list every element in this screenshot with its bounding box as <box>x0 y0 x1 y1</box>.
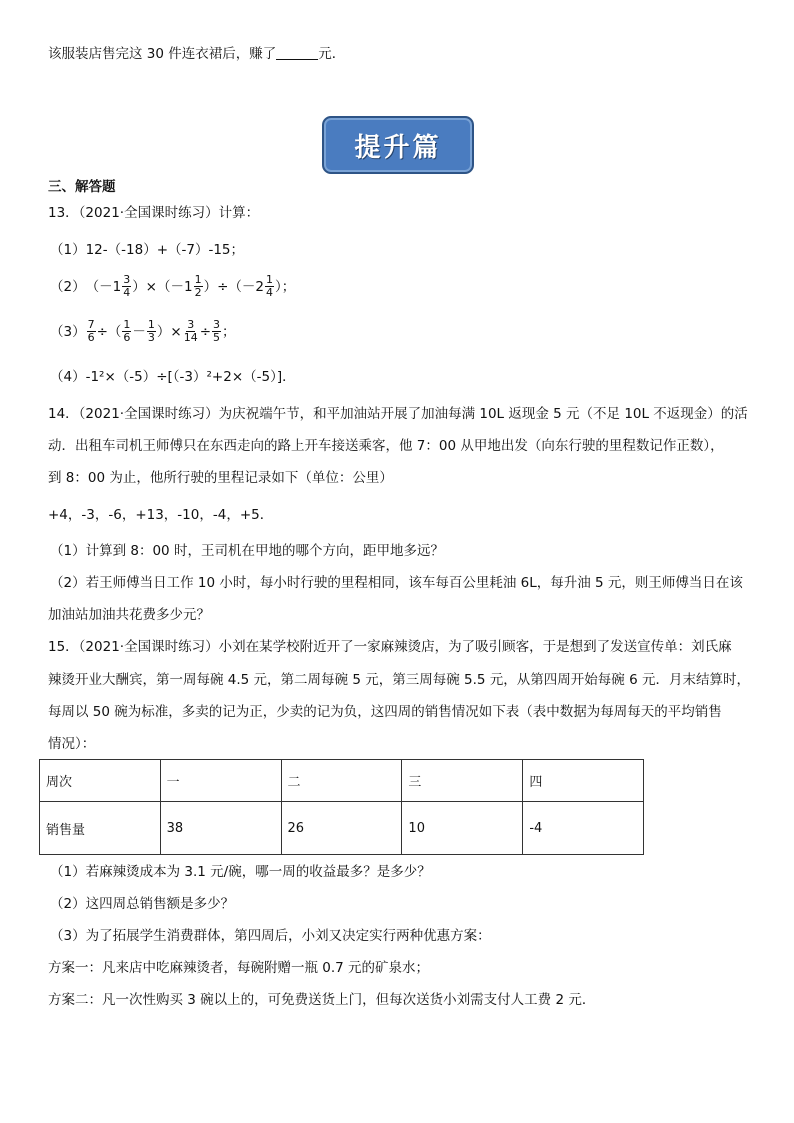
numerator: 1 <box>194 273 202 286</box>
q13-part3 <box>50 319 236 344</box>
denominator: 4 <box>266 286 273 299</box>
sales-table <box>39 759 644 855</box>
math-text: ）； <box>275 278 296 295</box>
denominator: 6 <box>87 331 95 344</box>
fraction <box>265 274 274 299</box>
table-header-row <box>40 760 644 802</box>
math-text: ）×（－1 <box>132 278 193 295</box>
table-cell: 销售量 <box>40 802 161 855</box>
denominator: 3 <box>147 331 155 344</box>
math-text: （－1 <box>85 278 122 295</box>
numerator: 1 <box>266 273 273 286</box>
q15-sub3: （3）为了拓展学生消费群体，第四周后，小刘又决定实行两种优惠方案： <box>50 928 491 944</box>
numerator: 1 <box>123 318 131 331</box>
table-cell: 三 <box>402 760 523 802</box>
q14-sub2-line1: （2）若王师傅当日工作 10 小时，每小时行驶的里程相同，该车每百公里耗油 6L，每升油 5 元，则王师傅当日在该 <box>50 575 743 591</box>
fraction <box>212 319 221 344</box>
denominator: 6 <box>123 331 131 344</box>
denominator: 14 <box>183 331 198 344</box>
table-row <box>40 802 644 855</box>
math-text: ）÷（－2 <box>203 278 264 295</box>
table-cell: 一 <box>160 760 281 802</box>
table-cell: 二 <box>281 760 402 802</box>
q15-line2: 辣烫开业大酬宾，第一周每碗 4.5 元，第二周每碗 5 元，第三周每碗 5.5 元，从第四周开始每碗 6 元．月末结算时， <box>48 672 750 688</box>
numerator: 3 <box>123 273 131 286</box>
section-heading: 三、解答题 <box>48 179 116 195</box>
denominator: 4 <box>123 286 131 299</box>
q15-plan1: 方案一：凡来店中吃麻辣烫者，每碗附赠一瓶 0.7 元的矿泉水； <box>48 960 430 976</box>
table-cell: -4 <box>523 802 644 855</box>
numerator: 3 <box>187 318 195 331</box>
table-cell: 26 <box>281 802 402 855</box>
q14-line2: 动．出租车司机王师傅只在东西走向的路上开车接送乘客，他 7：00 从甲地出发（向东行驶的里程数记作正数）， <box>48 438 724 454</box>
answer-blank[interactable] <box>276 45 318 60</box>
q12-answer-line <box>48 44 345 64</box>
fraction <box>147 319 156 344</box>
q12-text: 该服装店售完这 30 件连衣裙后，赚了 <box>48 46 277 62</box>
part-label: （3） <box>50 323 86 340</box>
denominator: 2 <box>194 286 202 299</box>
q14-sub1: （1）计算到 8：00 时，王司机在甲地的哪个方向，距甲地多远？ <box>50 543 444 559</box>
denominator: 5 <box>213 331 221 344</box>
q14-line3: 到 8：00 为止，他所行驶的里程记录如下（单位：公里） <box>48 470 393 486</box>
q13-part2 <box>50 274 295 299</box>
q15-line1: 15．（2021·全国课时练习）小刘在某学校附近开了一家麻辣烫店，为了吸引顾客，于是想到了发送宣传单：刘氏麻 <box>48 639 732 655</box>
q15-plan2: 方案二：凡一次性购买 3 碗以上的，可免费送货上门，但每次送货小刘需支付人工费 2 元． <box>48 992 596 1008</box>
q13-title: 13．（2021·全国课时练习）计算： <box>48 205 260 221</box>
fraction <box>122 274 131 299</box>
numerator: 3 <box>213 318 221 331</box>
q15-sub2: （2）这四周总销售额是多少？ <box>50 896 235 912</box>
q15-sub1: （1）若麻辣烫成本为 3.1 元/碗，哪一周的收益最多？是多少？ <box>50 864 431 880</box>
q15-line4: 情况）： <box>48 736 96 752</box>
q14-line1: 14．（2021·全国课时练习）为庆祝端午节，和平加油站开展了加油每满 10L 返现金 5 元（不足 10L 不返现金）的活 <box>48 406 748 422</box>
q13-part4: （4）-1²×（-5）÷[（-3）²+2×（-5）]． <box>50 369 296 385</box>
fraction <box>183 319 199 344</box>
fraction <box>87 319 96 344</box>
section-banner <box>322 116 474 174</box>
part-label: （2） <box>50 278 86 295</box>
math-text: ）× <box>156 323 182 340</box>
q14-mileage-record: +4，-3，-6，+13，-10，-4，+5． <box>48 507 274 523</box>
q15-line3: 每周以 50 碗为标准，多卖的记为正，少卖的记为负，这四周的销售情况如下表（表中数据为每周每天的平均销售 <box>48 704 722 720</box>
math-text: － <box>132 323 146 340</box>
fraction <box>122 319 131 344</box>
fraction <box>194 274 203 299</box>
table-cell: 38 <box>160 802 281 855</box>
table-cell: 周次 <box>40 760 161 802</box>
math-text: ； <box>222 323 236 340</box>
table-cell: 四 <box>523 760 644 802</box>
q13-part1: （1）12-（-18）+（-7）-15； <box>50 242 245 258</box>
q12-unit: 元． <box>318 46 346 62</box>
table-cell: 10 <box>402 802 523 855</box>
math-text: ÷ <box>199 323 212 340</box>
banner-title: 提升篇 <box>354 132 442 163</box>
numerator: 7 <box>87 318 95 331</box>
math-text: ÷（ <box>96 323 122 340</box>
numerator: 1 <box>147 318 155 331</box>
q14-sub2-line2: 加油站加油共花费多少元？ <box>48 607 210 623</box>
